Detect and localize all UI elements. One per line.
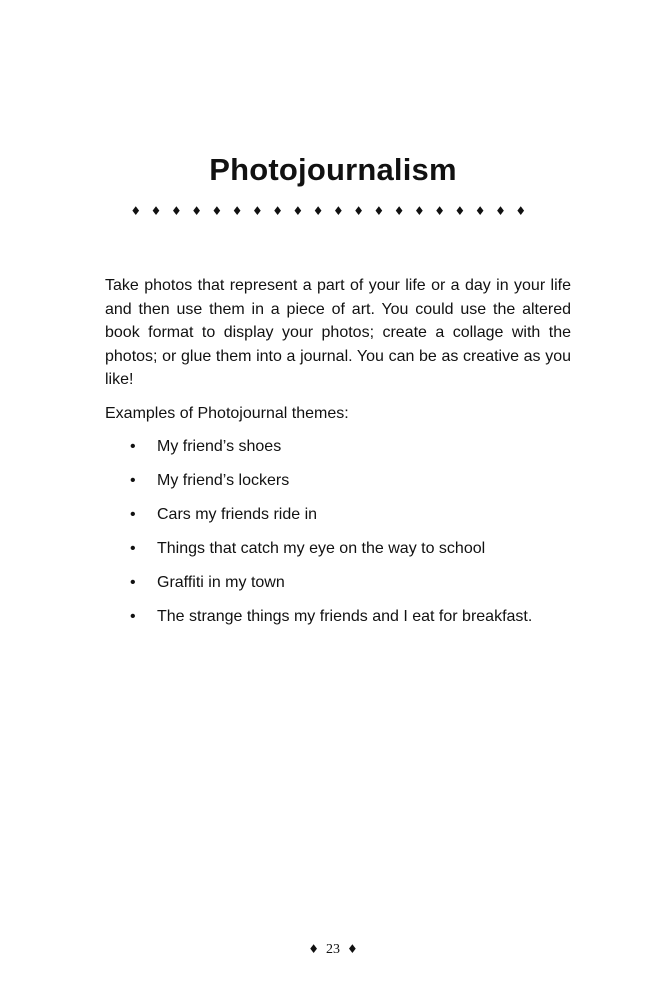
- bullet-icon: •: [130, 540, 136, 557]
- list-item: [130, 502, 532, 536]
- theme-label: Graffiti in my town: [157, 574, 285, 591]
- list-item: [130, 604, 532, 638]
- list-item: [130, 536, 532, 570]
- page-number: 23: [326, 942, 340, 957]
- bullet-icon: •: [130, 574, 136, 591]
- diamond-icon: ♦: [308, 942, 319, 956]
- theme-label: My friend’s lockers: [157, 472, 290, 489]
- theme-label: My friend’s shoes: [157, 438, 282, 455]
- list-item: [130, 468, 532, 502]
- bullet-icon: •: [130, 438, 136, 455]
- intro-paragraph: Take photos that represent a part of your life or a day in your life and then use them in a piece of art. You could use the altered book format to display your photos; create a collage with the photos; or glue them into a journal. You can be as creative as you like!: [105, 277, 571, 388]
- theme-list: [130, 434, 532, 638]
- list-item: [130, 570, 532, 604]
- examples-heading: Examples of Photojournal themes:: [105, 405, 349, 422]
- theme-label: Cars my friends ride in: [157, 506, 318, 523]
- page-title: Photojournalism: [209, 152, 457, 187]
- diamond-ornament-divider: ♦♦♦♦♦♦♦♦♦♦♦♦♦♦♦♦♦♦♦♦: [130, 204, 536, 218]
- theme-label: Things that catch my eye on the way to school: [157, 540, 486, 557]
- bullet-icon: •: [130, 472, 136, 489]
- diamond-icon: ♦: [347, 942, 358, 956]
- bullet-icon: •: [130, 608, 136, 625]
- theme-label: The strange things my friends and I eat for breakfast.: [157, 608, 533, 625]
- bullet-icon: •: [130, 506, 136, 523]
- list-item: [130, 434, 532, 468]
- page-footer: [0, 938, 666, 961]
